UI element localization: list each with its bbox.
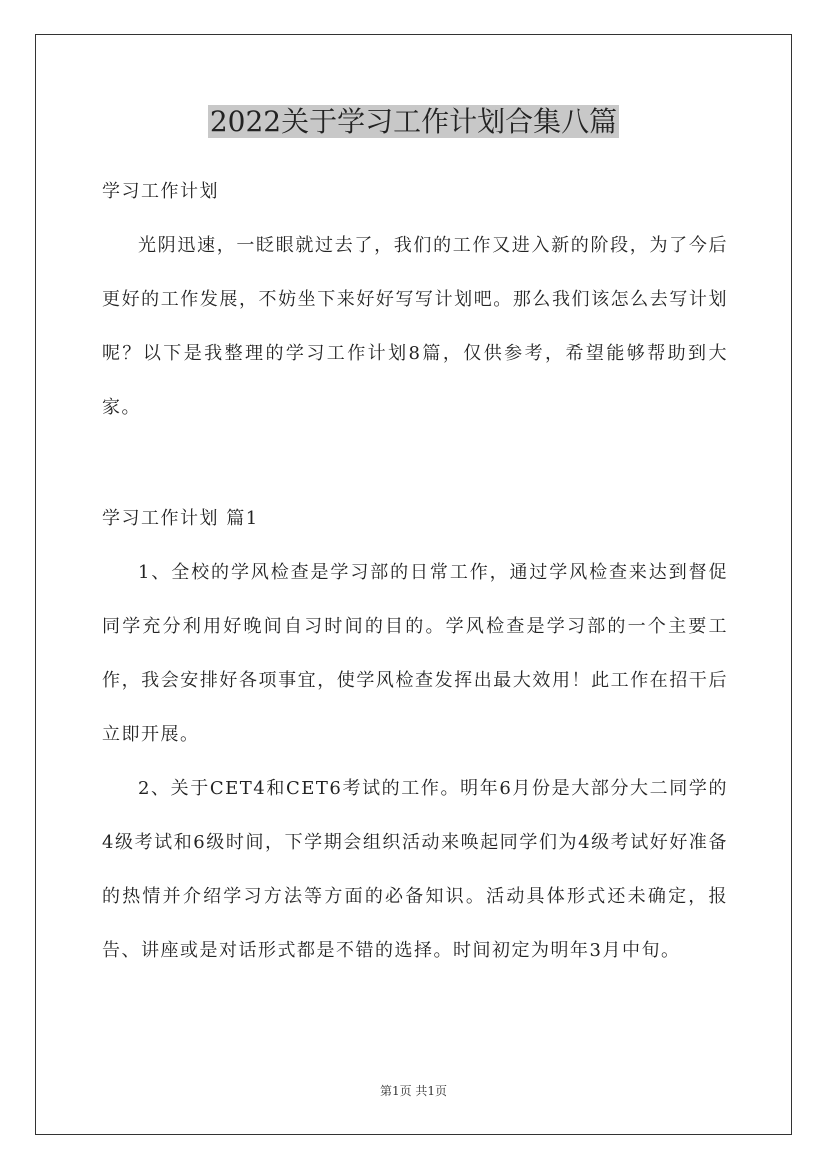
- document-title-text: 2022关于学习工作计划合集八篇: [209, 105, 618, 138]
- document-title: [0, 100, 827, 144]
- section-1-paragraph-1: 1、全校的学风检查是学习部的日常工作，通过学风检查来达到督促同学充分利用好晚间自习时间的目的。学风检查是学习部的一个主要工作，我会安排好各项事宜，使学风检查发挥出最大效用！此工作在招干后立即开展。: [102, 562, 728, 745]
- page-number-text: 第1页 共1页: [379, 1084, 448, 1098]
- intro-block: [102, 165, 728, 435]
- section-1-block: [102, 492, 728, 978]
- intro-heading: 学习工作计划: [102, 181, 219, 202]
- section-1-heading: 学习工作计划 篇1: [102, 508, 259, 529]
- page-footer: [0, 1082, 827, 1100]
- section-1-paragraph-2: 2、关于CET4和CET6考试的工作。明年6月份是大部分大二同学的4级考试和6级时间，下学期会组织活动来唤起同学们为4级考试好好准备的热情并介绍学习方法等方面的必备知识。活动具体形式还未确定，报告、讲座或是对话形式都是不错的选择。时间初定为明年3月中旬。: [102, 778, 728, 961]
- intro-paragraph: 光阴迅速，一眨眼就过去了，我们的工作又进入新的阶段，为了今后更好的工作发展，不妨坐下来好好写写计划吧。那么我们该怎么去写计划呢？以下是我整理的学习工作计划8篇，仅供参考，希望能够帮助到大家。: [102, 235, 728, 418]
